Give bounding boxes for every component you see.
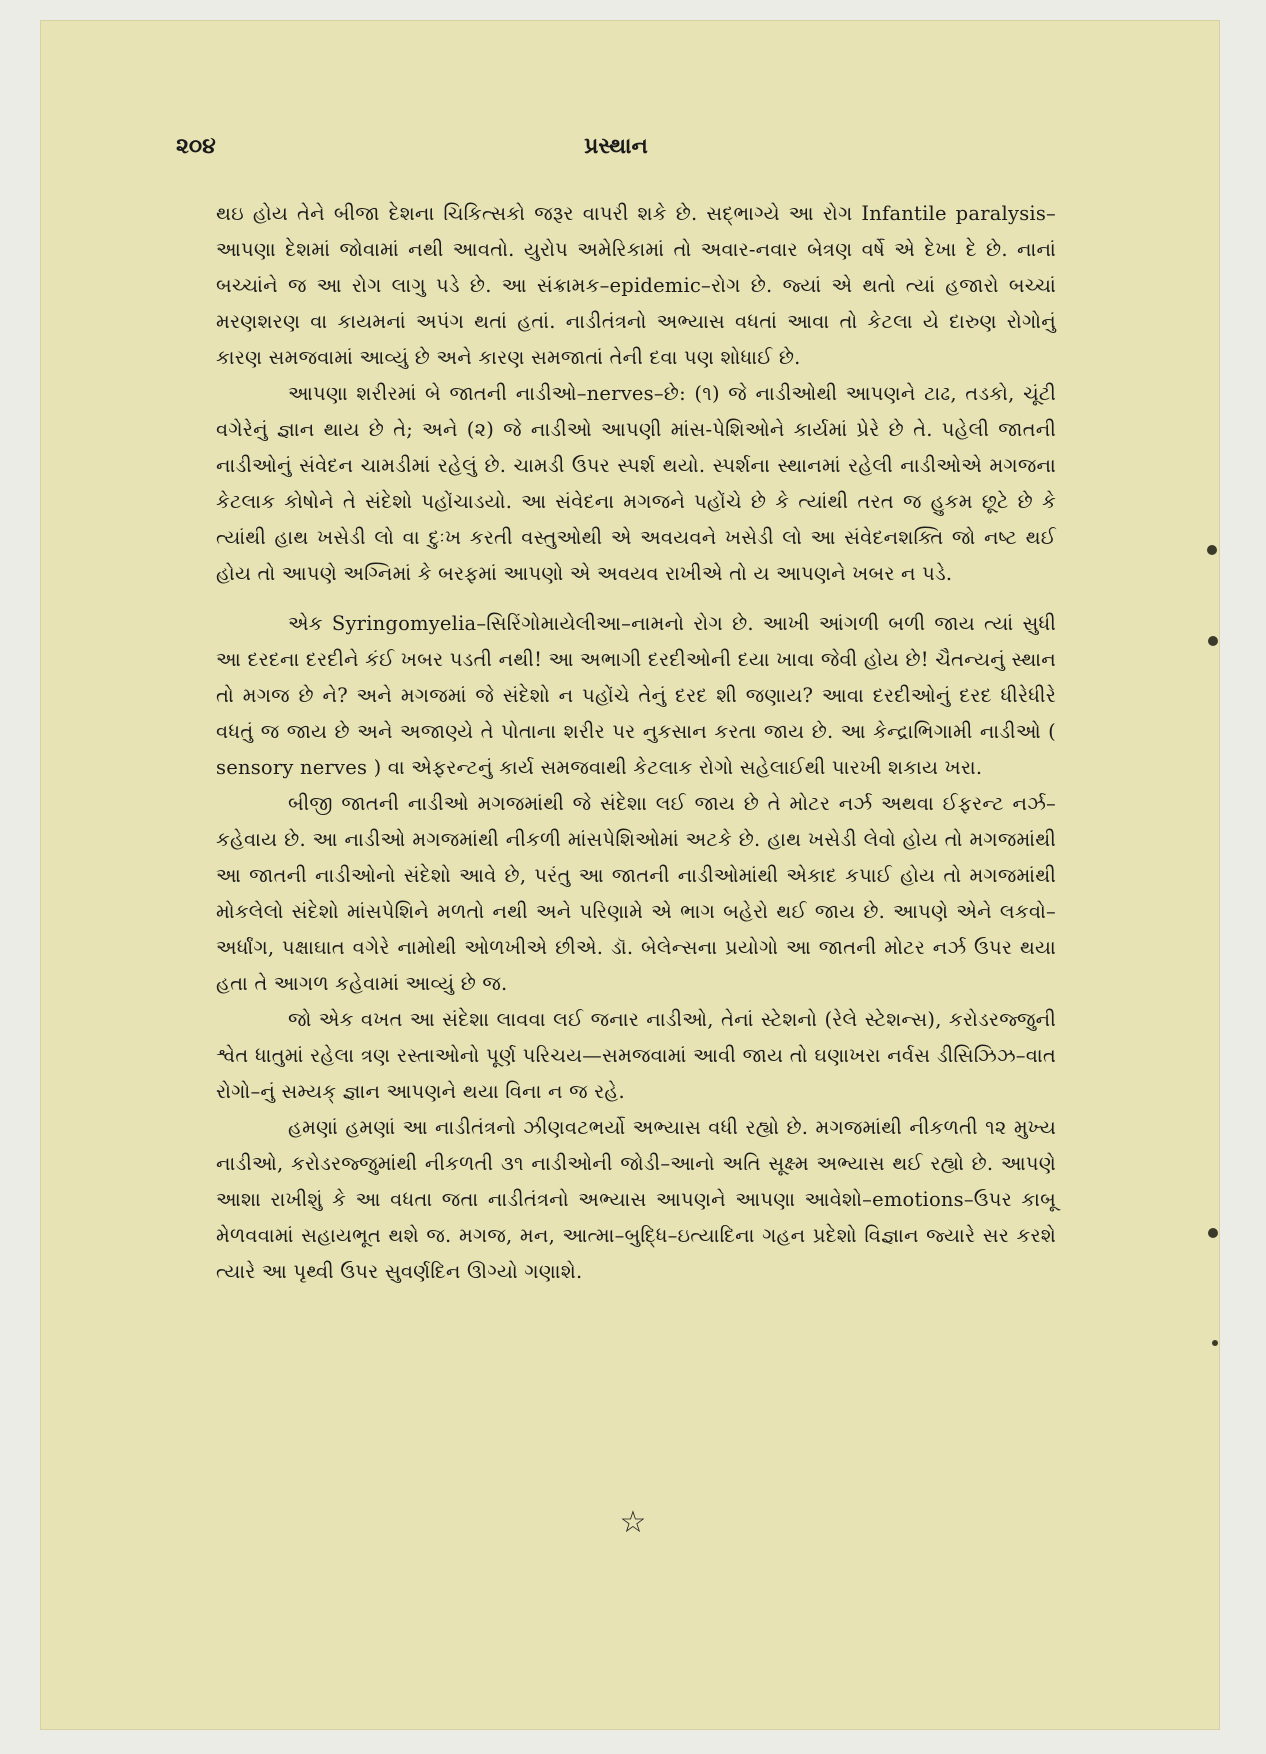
binding-hole-mark (1208, 1228, 1218, 1238)
running-title: પ્રસ્થાન (584, 133, 648, 159)
page-header (176, 133, 1056, 173)
binding-hole-mark (1212, 1340, 1218, 1346)
paragraph-1: થઇ હોય તેને બીજા દેશના ચિકિત્સકો જરૂર વાપરી શકે છે. સદ્ભાગ્યે આ રોગ Infantile paralysis–આપણા દેશમાં જોવામાં નથી આવતો. યુરોપ અમેરિકામાં તો અવાર-નવાર બેત્રણ વર્ષે એ દેખા દે છે. નાનાં બચ્ચાંને જ આ રોગ લાગુ પડે છે. આ સંક્રામક–epidemic–રોગ છે. જ્યાં એ થતો ત્યાં હજારો બચ્ચાં મરણશરણ વા કાયમનાં અપંગ થતાં હતાં. નાડીતંત્રનો અભ્યાસ વધતાં આવા તો કેટલા યે દારુણ રોગોનું કારણ સમજવામાં આવ્યું છે અને કારણ સમજાતાં તેની દવા પણ શોધાઈ છે. (216, 202, 1056, 369)
paragraph-5: જો એક વખત આ સંદેશા લાવવા લઈ જનાર નાડીઓ, તેનાં સ્ટેશનો (રેલે સ્ટેશન્સ), કરોડરજ્જુની શ્વેત ધાતુમાં રહેલા ત્રણ રસ્તાઓનો પૂર્ણ પરિચય—સમજવામાં આવી જાય તો ઘણાખરા નર્વસ ડીસિઝિઝ–વાત રોગો–નું સમ્યક્ જ્ઞાન આપણને થયા વિના ન જ રહે. (216, 1008, 1056, 1103)
end-star-icon: ☆ (619, 1505, 647, 1540)
binding-hole-mark (1208, 636, 1218, 646)
paragraph-3: એક Syringomyelia–સિરિંગોમાયેલીઆ–નામનો રોગ છે. આખી આંગળી બળી જાય ત્યાં સુધી આ દરદના દરદીને કંઈ ખબર પડતી નથી! આ અભાગી દરદીઓની દયા ખાવા જેવી હોય છે! ચૈતન્યનું સ્થાન તો મગજ છે ને? અને મગજમાં જે સંદેશો ન પહોંચે તેનું દરદ શી જણાય? આવા દરદીઓનું દરદ ધીરેધીરે વધતું જ જાય છે અને અજાણ્યે તે પોતાના શરીર પર નુકસાન કરતા જાય છે. આ કેન્દ્રાભિગામી નાડીઓ ( sensory nerves ) વા એફરન્ટનું કાર્ય સમજવાથી કેટલાક રોગો સહેલાઈથી પારખી શકાય ખરા. (216, 612, 1056, 779)
page-number: ૨૦૪ (176, 133, 216, 159)
paragraph-6: હમણાં હમણાં આ નાડીતંત્રનો ઝીણવટભર્યો અભ્યાસ વધી રહ્યો છે. મગજમાંથી નીકળતી ૧૨ મુખ્ય નાડીઓ, કરોડરજ્જુમાંથી નીકળતી ૩૧ નાડીઓની જોડી–આનો અતિ સૂક્ષ્મ અભ્યાસ થઈ રહ્યો છે. આપણે આશા રાખીશું કે આ વધતા જતા નાડીતંત્રનો અભ્યાસ આપણને આપણા આવેશો–emotions–ઉપર કાબૂ મેળવવામાં સહાયભૂત થશે જ. મગજ, મન, આત્મા–બુદ્ધિ–ઇત્યાદિના ગહન પ્રદેશો વિજ્ઞાન જ્યારે સર કરશે ત્યારે આ પૃથ્વી ઉપર સુવર્ણદિન ઊગ્યો ગણાશે. (216, 1116, 1056, 1283)
paragraph-2: આપણા શરીરમાં બે જાતની નાડીઓ–nerves–છે: (૧) જે નાડીઓથી આપણને ટાઢ, તડકો, ચૂંટી વગેરેનું જ્ઞાન થાય છે તે; અને (૨) જે નાડીઓ આપણી માંસ-પેશિઓને કાર્યમાં પ્રેરે છે તે. પહેલી જાતની નાડીઓનું સંવેદન ચામડીમાં રહેલું છે. ચામડી ઉપર સ્પર્શ થયો. સ્પર્શના સ્થાનમાં રહેલી નાડીઓએ મગજના કેટલાક કોષોને તે સંદેશો પહોંચાડયો. આ સંવેદના મગજને પહોંચે છે કે ત્યાંથી તરત જ હુકમ છૂટે છે કે ત્યાંથી હાથ ખસેડી લો વા દુઃખ કરતી વસ્તુઓથી એ અવયવને ખસેડી લો આ સંવેદનશક્તિ જો નષ્ટ થઈ હોય તો આપણે અગ્નિમાં કે બરફમાં આપણો એ અવયવ રાખીએ તો ય આપણને ખબર ન પડે. (216, 382, 1056, 585)
binding-hole-mark (1207, 545, 1217, 555)
article-body (216, 196, 1056, 1290)
paragraph-4: બીજી જાતની નાડીઓ મગજમાંથી જે સંદેશા લઈ જાય છે તે મોટર નર્ઝ અથવા ઈફરન્ટ નર્ઝ–કહેવાય છે. આ નાડીઓ મગજમાંથી નીકળી માંસપેશિઓમાં અટકે છે. હાથ ખસેડી લેવો હોય તો મગજમાંથી આ જાતની નાડીઓનો સંદેશો આવે છે, પરંતુ આ જાતની નાડીઓમાંથી એકાદ કપાઈ હોય તો મગજમાંથી મોકલેલો સંદેશો માંસપેશિને મળતો નથી અને પરિણામે એ ભાગ બહેરો થઈ જાય છે. આપણે એને લકવો–અર્ધાંગ, પક્ષાઘાત વગેરે નામોથી ઓળખીએ છીએ. ડૉ. બેલેન્સના પ્રયોગો આ જાતની મોટર નર્ઝ ઉપર થયા હતા તે આગળ કહેવામાં આવ્યું છે જ. (216, 792, 1056, 995)
